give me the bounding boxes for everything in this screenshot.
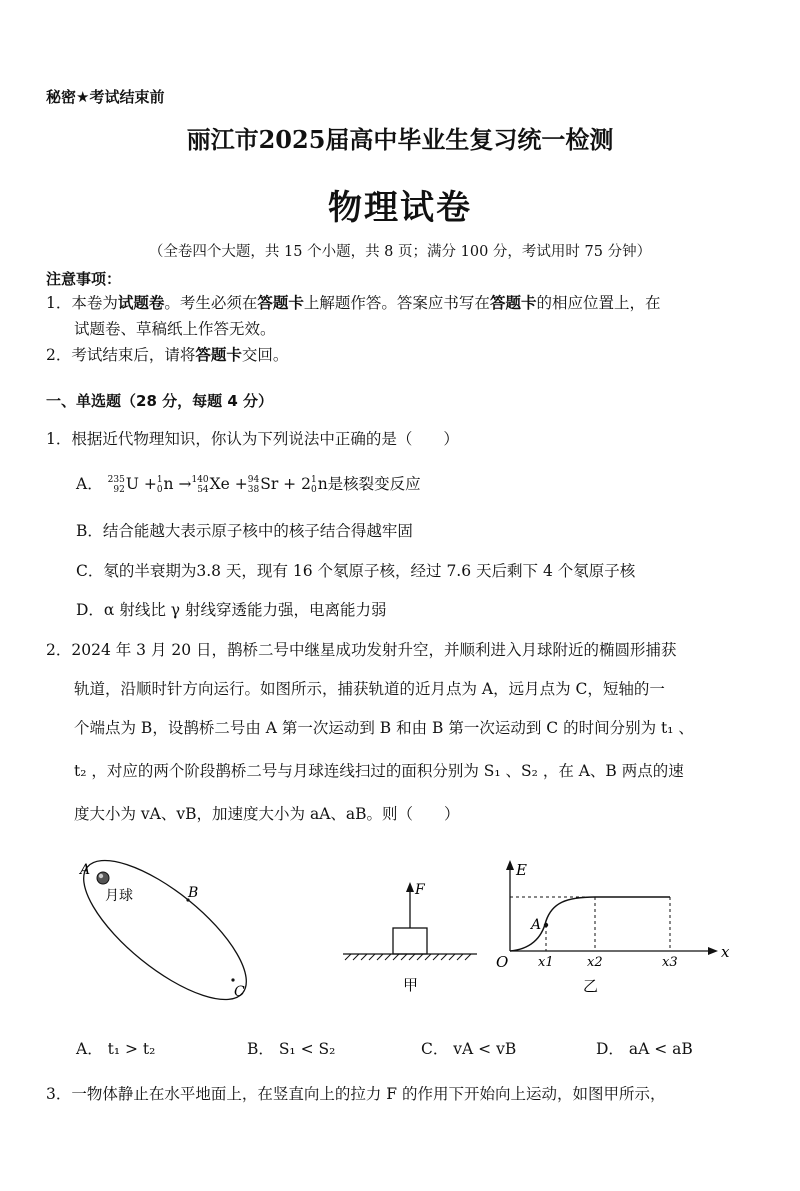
q2-option-c: C． vA < vB [421,1040,517,1058]
notice-heading: 注意事项： [46,270,122,288]
tick-x1: x1 [538,955,554,970]
q2-option-b: B． S₁ < S₂ [247,1040,336,1058]
q2-option-a: A． t₁ > t₂ [76,1040,156,1058]
moon-icon [97,872,109,884]
origin-label: O [496,953,509,971]
force-label: F [415,882,425,898]
figure-jia [335,870,485,1000]
q1-option-b: B．结合能越大表示原子核中的核子结合得越牢固 [76,522,413,540]
orbit-label-b: B [188,885,199,901]
q2-line-2: 轨道，沿顺时针方向运行。如图所示，捕获轨道的近月点为 A，远月点为 C，短轴的一 [74,680,665,698]
exam-title: 丽江市2025届高中毕业生复习统一检测 [186,125,614,154]
notice-item-2: 2．考试结束后，请将答题卡交回。 [46,346,289,364]
tick-x3: x3 [662,955,678,970]
q1-stem: 1．根据近代物理知识，你认为下列说法中正确的是（ ） [46,430,459,448]
section-heading: 一、单选题（28 分，每题 4 分） [46,392,273,410]
point-a-label: A [531,917,542,933]
q2-line-4: t₂ ，对应的两个阶段鹊桥二号与月球连线扫过的面积分别为 S₁ 、S₂ ，在 A、B 两点的速 [74,762,684,780]
energy-curve [510,897,595,951]
q2-line-1: 2．2024 年 3 月 20 日，鹊桥二号中继星成功发射升空，并顺利进入月球附近的椭圆形捕获 [46,641,677,659]
q2-line-5: 度大小为 vA、vB，加速度大小为 aA、aB。则（ ） [74,805,460,823]
q2-option-d: D． aA < aB [596,1040,693,1058]
orbit-label-a: A [80,862,91,878]
q3-line-1: 3．一物体静止在水平地面上，在竖直向上的拉力 F 的作用下开始向上运动，如图甲所示， [46,1085,666,1103]
q1-option-c: C．氡的半衰期为3.8 天，现有 16 个氡原子核，经过 7.6 天后剩下 4 个氡原子核 [76,562,636,580]
notice-item-1-cont: 试题卷、草稿纸上作答无效。 [74,320,276,338]
x-axis-label: x [721,943,730,961]
confidential-mark: 秘密★考试结束前 [46,88,165,106]
figure-yi [490,855,760,1005]
moon-label: 月球 [105,888,133,904]
exam-info: （全卷四个大题，共 15 个小题，共 8 页；满分 100 分，考试用时 75 分钟） [148,244,652,260]
figure-yi-caption: 乙 [583,977,599,995]
y-axis-label: E [516,861,527,879]
point-a [544,923,548,927]
tick-x2: x2 [587,955,603,970]
q1-option-d: D．α 射线比 γ 射线穿透能力强，电离能力弱 [76,601,387,619]
subject-title: 物理试卷 [328,188,472,228]
orbit-label-c: C [234,984,245,1000]
q1-option-a: A． 235 92 U + 1 0 n → 140 54 Xe + 94 38 Sr + 2 1 0 n是核裂变反应 [76,475,421,495]
block [393,928,427,954]
orbit-figure [70,850,260,1010]
q2-line-3: 个端点为 B，设鹊桥二号由 A 第一次运动到 B 和由 B 第一次运动到 C 的时间分别为 t₁ 、 [74,719,694,737]
notice-item-1: 1．本卷为试题卷。考生必须在答题卡上解题作答。答案应书写在答题卡的相应位置上，在 [46,294,661,312]
figure-jia-caption: 甲 [403,976,419,994]
